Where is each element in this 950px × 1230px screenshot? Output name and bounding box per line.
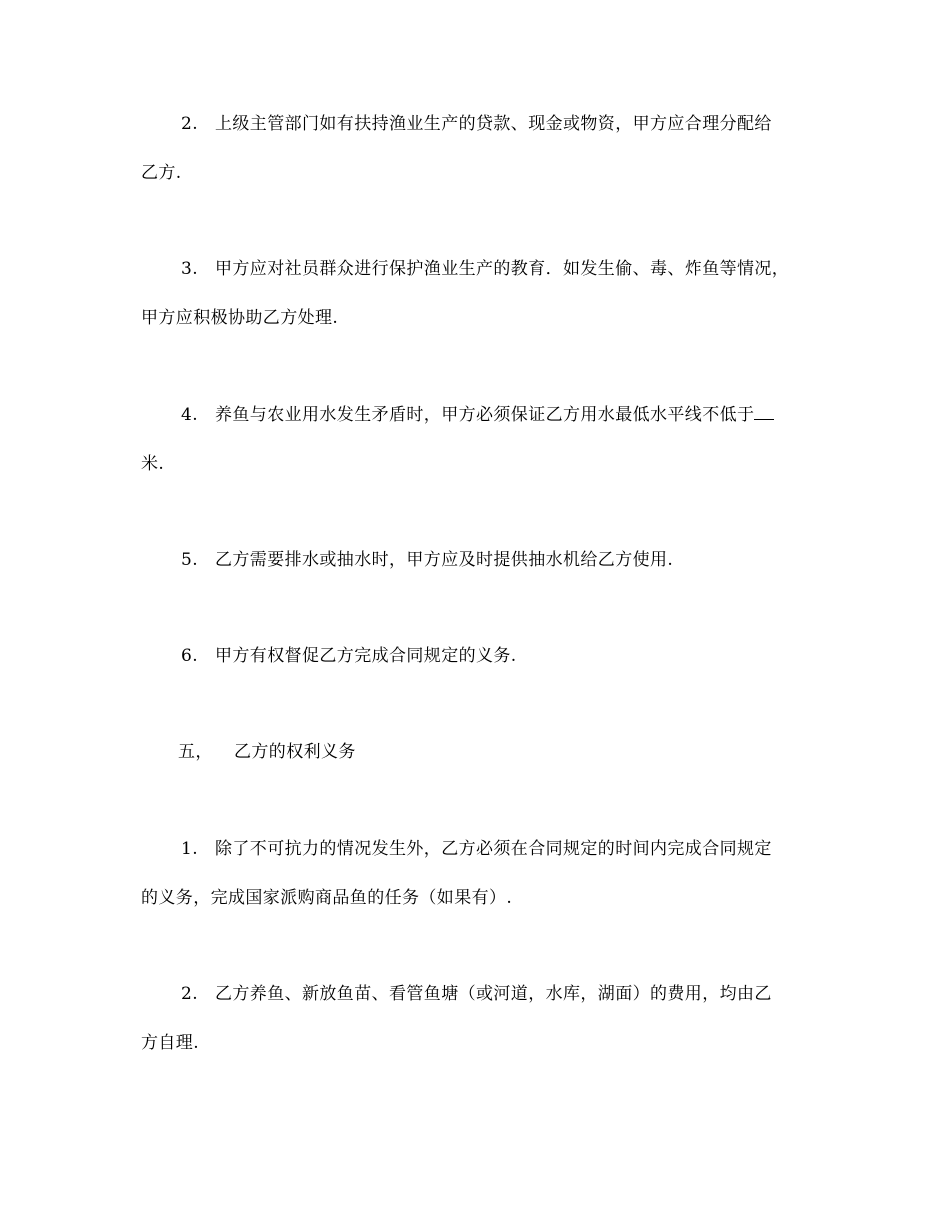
clause-text: 养鱼与农业用水发生矛盾时，甲方必须保证乙方用水最低水平线不低于 [215, 405, 755, 425]
clause-text: 除了不可抗力的情况发生外，乙方必须在合同规定的时间内完成合同规定 [215, 839, 772, 859]
clause-text: 方自理. [141, 1033, 200, 1053]
blank-underline [754, 401, 774, 420]
clause-number: 6. [181, 646, 199, 666]
clause-text: 米. [141, 454, 165, 474]
clause-number: 3. [181, 259, 199, 279]
clause-number: 4. [181, 405, 199, 425]
clause-number: 2. [181, 984, 199, 1004]
section-number: 五， [178, 742, 213, 762]
clause-text: 甲方应对社员群众进行保护渔业生产的教育．如发生偷、毒、炸鱼等情况， [215, 259, 790, 279]
clause-text: 上级主管部门如有扶持渔业生产的贷款、现金或物资，甲方应合理分配给 [215, 114, 772, 134]
clause-number: 1. [181, 839, 199, 859]
clause-text: 甲方有权督促乙方完成合同规定的义务. [215, 646, 517, 666]
clause-text: 乙方养鱼、新放鱼苗、看管鱼塘（或河道，水库，湖面）的费用，均由乙 [215, 984, 772, 1004]
clause-number: 2. [181, 114, 199, 134]
clause-text: 甲方应积极协助乙方处理. [141, 308, 339, 328]
clause-text: 乙方. [141, 163, 182, 183]
section-title: 乙方的权利义务 [234, 742, 356, 762]
clause-number: 5. [181, 550, 199, 570]
clause-text: 的义务，完成国家派购商品鱼的任务（如果有）. [141, 888, 513, 908]
clause-text: 乙方需要排水或抽水时，甲方应及时提供抽水机给乙方使用. [215, 550, 674, 570]
